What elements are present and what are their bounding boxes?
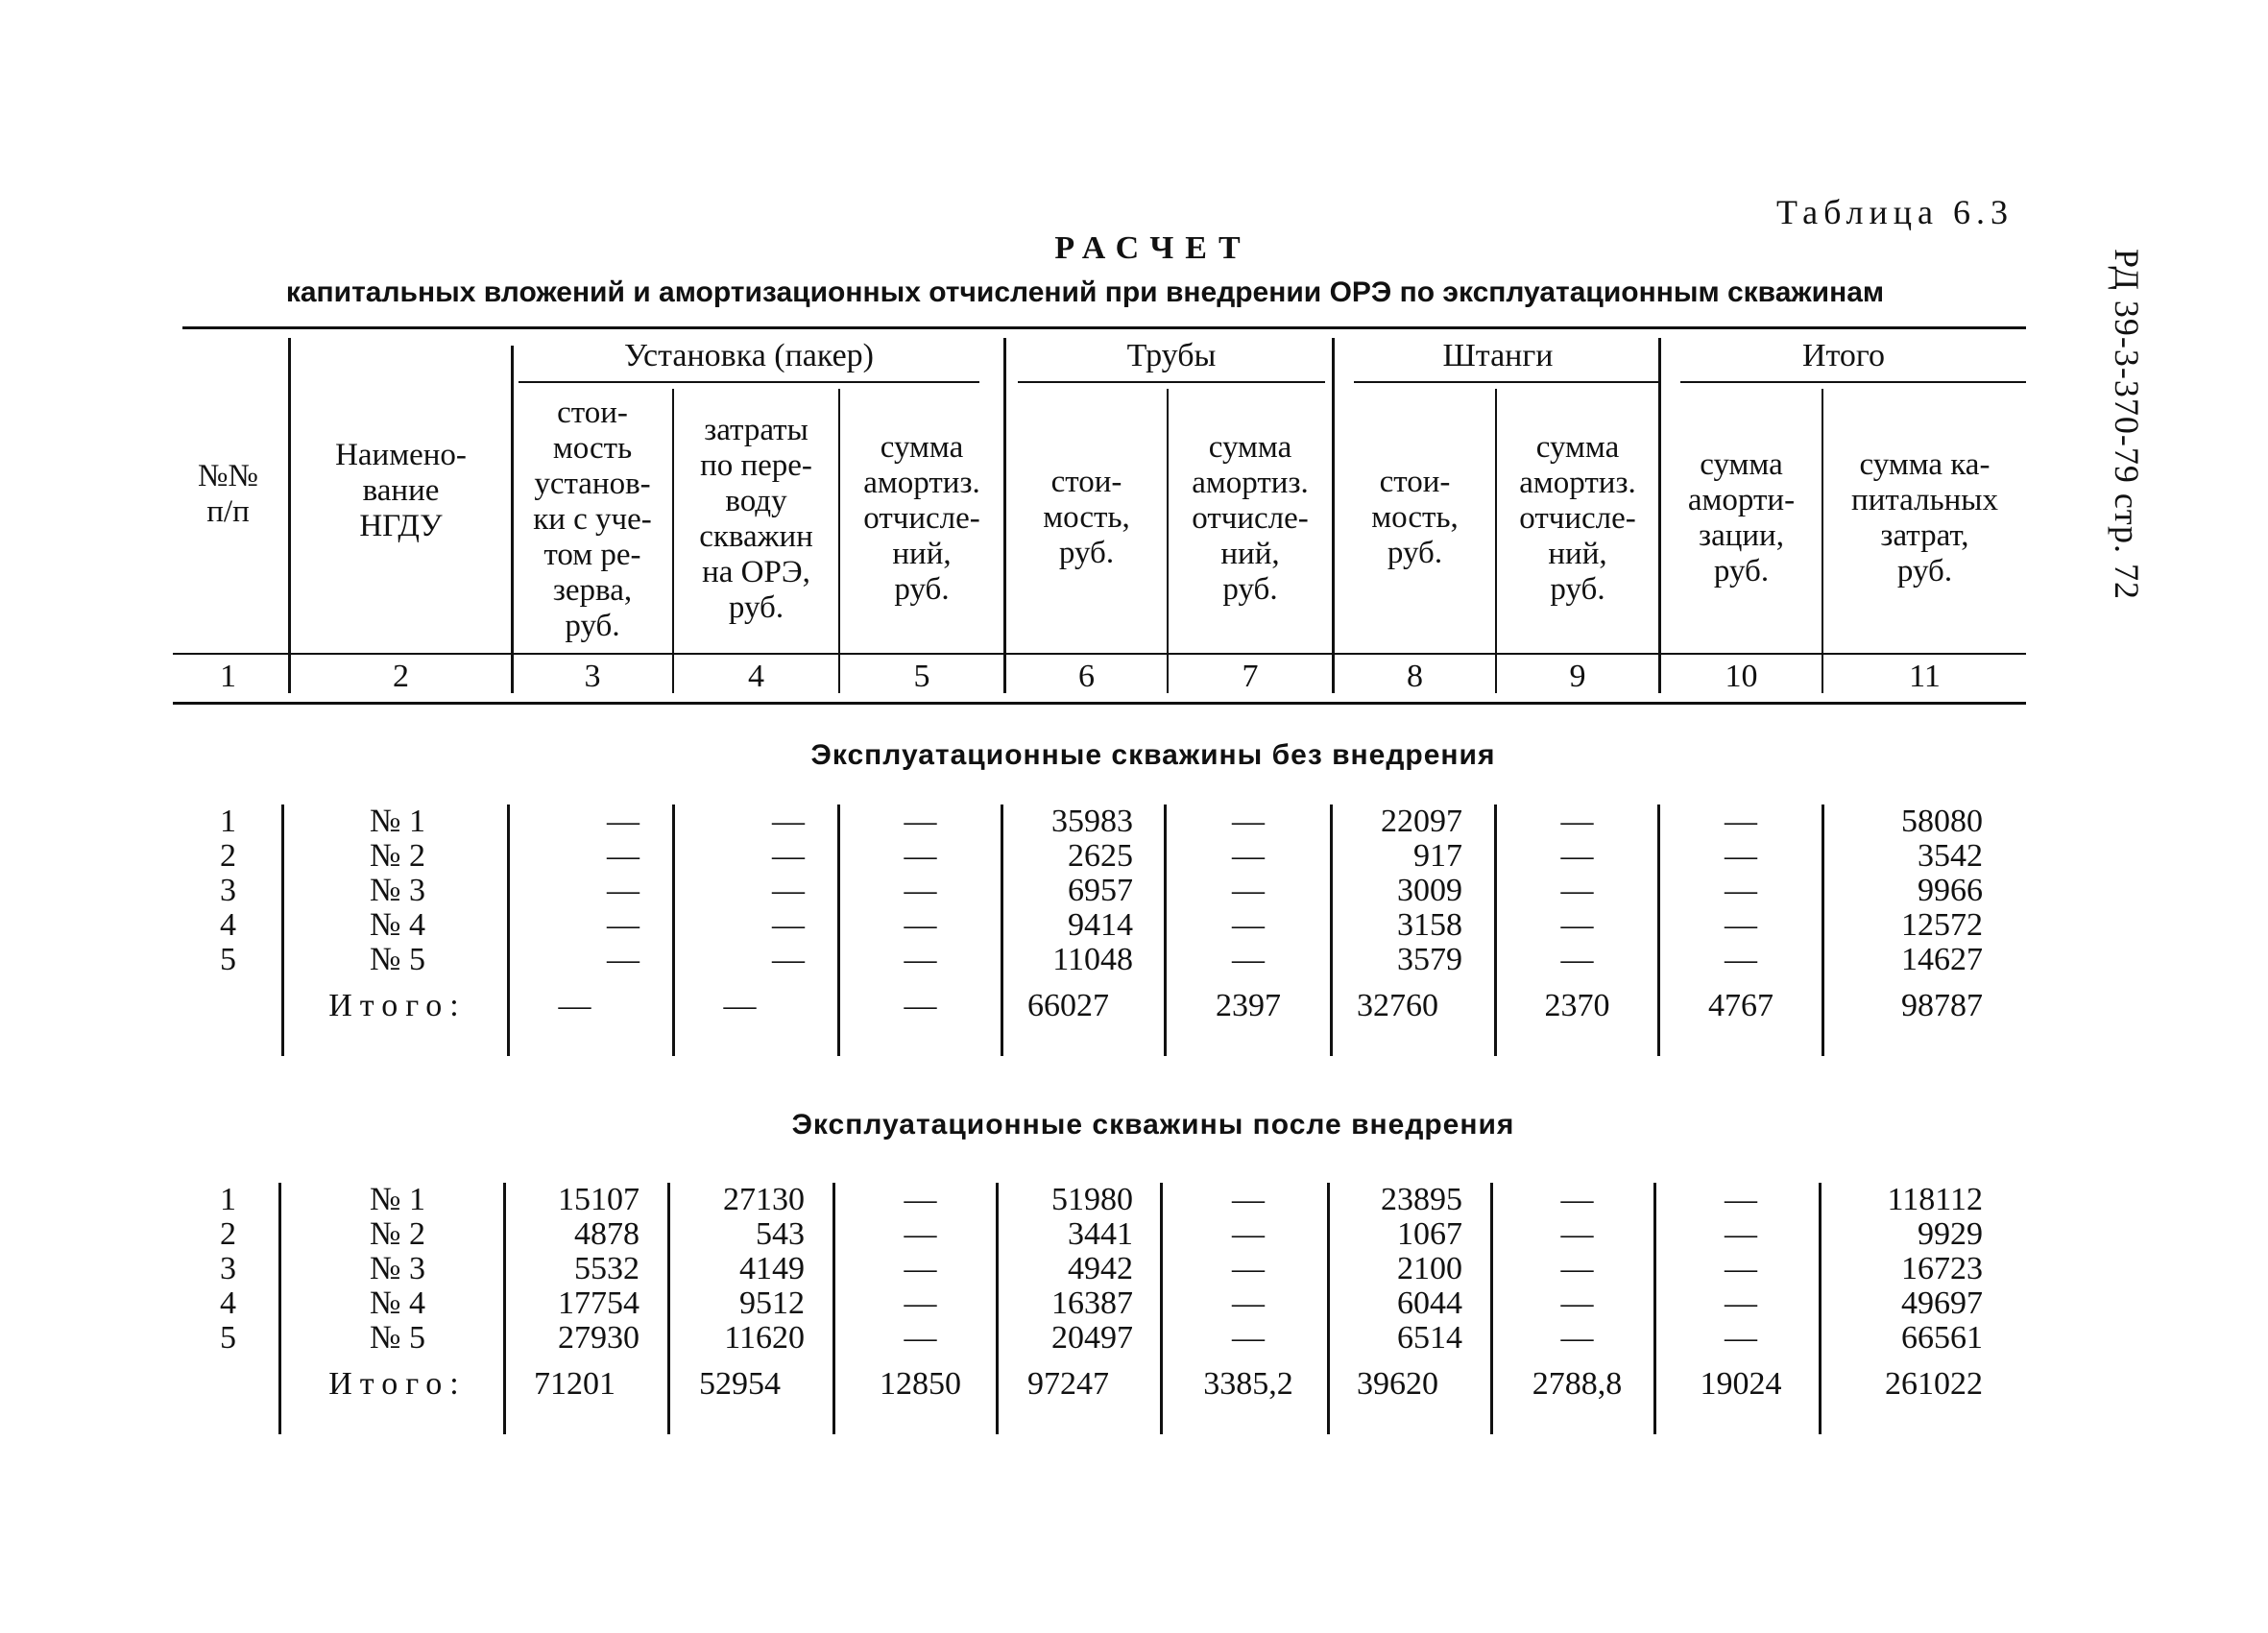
table-cell: —	[1560, 804, 1594, 839]
body-divider	[832, 1183, 835, 1434]
table-cell: —	[1560, 942, 1594, 977]
total-cell: 71201	[534, 1366, 615, 1402]
total-cell: —	[723, 988, 757, 1023]
table-cell: 3542	[1918, 838, 1983, 874]
header-pipes-cost: стои- мость, руб.	[1043, 465, 1130, 570]
total-cell: 3385,2	[1203, 1366, 1293, 1402]
table-cell: —	[607, 907, 639, 943]
table-cell: —	[607, 942, 639, 977]
table-cell: 5	[220, 942, 236, 977]
table-cell: —	[1232, 1182, 1265, 1217]
table-cell: № 2	[370, 1216, 425, 1252]
column-number: 4	[748, 659, 764, 694]
table-cell: —	[904, 838, 937, 874]
table-cell: —	[904, 1182, 937, 1217]
section-title-after: Эксплуатационные скважины после внедрения	[791, 1109, 1515, 1141]
column-number: 11	[1909, 659, 1941, 694]
column-number: 5	[913, 659, 930, 694]
table-cell: —	[1725, 838, 1757, 874]
total-label: Итого:	[328, 1366, 467, 1402]
total-cell: —	[904, 988, 937, 1023]
column-number: 1	[220, 659, 236, 694]
table-cell: —	[1725, 942, 1757, 977]
header-total-capital-costs: сумма ка- питальных затрат, руб.	[1851, 447, 1998, 588]
table-cell: —	[1232, 1216, 1265, 1252]
table-cell: —	[1725, 1251, 1757, 1286]
table-cell: —	[1560, 1251, 1594, 1286]
table-cell: —	[1560, 1216, 1594, 1252]
total-cell: 12850	[880, 1366, 961, 1402]
total-cell: 98787	[1901, 988, 1983, 1023]
column-number: 6	[1078, 659, 1095, 694]
table-cell: 2	[220, 1216, 236, 1252]
column-number: 9	[1569, 659, 1586, 694]
table-cell: 9512	[739, 1285, 805, 1321]
table-cell: —	[607, 838, 639, 874]
table-cell: —	[1560, 1182, 1594, 1217]
total-cell: 66027	[1027, 988, 1109, 1023]
table-cell: —	[1232, 942, 1265, 977]
table-cell: 17754	[558, 1285, 639, 1321]
table-cell: 4878	[574, 1216, 639, 1252]
table-cell: 4	[220, 907, 236, 943]
total-cell: —	[558, 988, 591, 1023]
group-underline-pipes	[1018, 381, 1325, 383]
table-cell: № 3	[370, 873, 425, 908]
table-cell: 5	[220, 1320, 236, 1356]
table-subtitle: капитальных вложений и амортизационных отчислений при внедрении ОРЭ по эксплуатационным скважинам	[285, 276, 1885, 308]
table-cell: —	[1725, 804, 1757, 839]
total-cell: 2370	[1544, 988, 1610, 1023]
table-cell: № 5	[370, 942, 425, 977]
table-cell: 917	[1413, 838, 1462, 874]
table-cell: № 1	[370, 1182, 425, 1217]
table-cell: 2625	[1068, 838, 1133, 874]
table-cell: 16387	[1051, 1285, 1133, 1321]
total-cell: 39620	[1357, 1366, 1438, 1402]
table-cell: 1	[220, 804, 236, 839]
table-cell: 2	[220, 838, 236, 874]
table-cell: —	[772, 873, 805, 908]
table-cell: № 2	[370, 838, 425, 874]
table-cell: 3441	[1068, 1216, 1133, 1252]
table-cell: —	[1560, 1285, 1594, 1321]
table-cell: —	[904, 942, 937, 977]
table-cell: 5532	[574, 1251, 639, 1286]
table-cell: —	[772, 804, 805, 839]
table-cell: 58080	[1901, 804, 1983, 839]
table-cell: 14627	[1901, 942, 1983, 977]
table-cell: —	[772, 907, 805, 943]
group-rods: Штанги	[1442, 338, 1554, 373]
table-cell: —	[607, 804, 639, 839]
table-cell: 4	[220, 1285, 236, 1321]
group-underline-installation	[519, 381, 979, 383]
document-code-text: РД 39-3-370-79 стр. 72	[2108, 249, 2146, 600]
table-cell: 1	[220, 1182, 236, 1217]
table-label: Таблица 6.3	[1776, 193, 2014, 231]
table-cell: 9414	[1068, 907, 1133, 943]
table-cell: —	[1232, 1285, 1265, 1321]
header-installation-amortization: сумма амортиз. отчисле- ний, руб.	[863, 430, 980, 607]
table-cell: —	[904, 873, 937, 908]
table-cell: 6957	[1068, 873, 1133, 908]
table-cell: 6514	[1397, 1320, 1462, 1356]
table-cell: 9929	[1918, 1216, 1983, 1252]
total-cell: 52954	[699, 1366, 781, 1402]
table-cell: —	[1232, 804, 1265, 839]
table-cell: 3579	[1397, 942, 1462, 977]
table-cell: № 4	[370, 907, 425, 943]
table-cell: 12572	[1901, 907, 1983, 943]
table-cell: —	[607, 873, 639, 908]
total-cell: 2397	[1216, 988, 1281, 1023]
header-pipes-amortization: сумма амортиз. отчисле- ний, руб.	[1192, 430, 1309, 607]
header-divider	[288, 338, 291, 693]
header-row-number: №№ п/п	[198, 459, 258, 529]
table-cell: —	[1725, 1320, 1757, 1356]
table-cell: № 3	[370, 1251, 425, 1286]
table-cell: 4149	[739, 1251, 805, 1286]
table-cell: № 1	[370, 804, 425, 839]
table-cell: —	[1232, 1320, 1265, 1356]
table-cell: —	[1560, 1320, 1594, 1356]
table-cell: 66561	[1901, 1320, 1983, 1356]
colnum-bottom-rule	[173, 702, 2026, 705]
table-cell: 35983	[1051, 804, 1133, 839]
table-cell: 11048	[1052, 942, 1133, 977]
table-cell: 3158	[1397, 907, 1462, 943]
table-cell: 3	[220, 1251, 236, 1286]
body-divider	[667, 1183, 670, 1434]
table-cell: 27130	[723, 1182, 805, 1217]
table-cell: —	[1560, 873, 1594, 908]
table-cell: № 4	[370, 1285, 425, 1321]
total-label: Итого:	[328, 988, 467, 1023]
header-ngdu-name: Наимено- вание НГДУ	[335, 438, 467, 543]
body-divider	[1490, 1183, 1493, 1434]
table-cell: —	[772, 838, 805, 874]
header-rods-cost: стои- мость, руб.	[1371, 465, 1459, 570]
total-cell: 32760	[1357, 988, 1438, 1023]
table-cell: 49697	[1901, 1285, 1983, 1321]
table-title: РАСЧЕТ	[1054, 230, 1252, 266]
table-cell: 118112	[1887, 1182, 1983, 1217]
table-cell: —	[1232, 907, 1265, 943]
column-number: 7	[1242, 659, 1259, 694]
total-cell: 261022	[1885, 1366, 1983, 1402]
header-rods-amortization: сумма амортиз. отчисле- ний, руб.	[1519, 430, 1636, 607]
table-cell: —	[904, 907, 937, 943]
table-top-rule	[182, 326, 2026, 329]
header-installation-cost: стои- мость установ- ки с уче- том ре- зерва, руб.	[533, 396, 652, 643]
table-cell: —	[904, 804, 937, 839]
group-underline-total	[1680, 381, 2026, 383]
header-total-amortization: сумма аморти- зации, руб.	[1687, 447, 1796, 588]
table-cell: —	[904, 1320, 937, 1356]
total-cell: 2788,8	[1532, 1366, 1623, 1402]
table-cell: —	[772, 942, 805, 977]
table-cell: 22097	[1381, 804, 1462, 839]
table-cell: 3009	[1397, 873, 1462, 908]
table-cell: —	[1725, 1216, 1757, 1252]
group-installation: Установка (пакер)	[624, 338, 874, 373]
table-cell: —	[1232, 838, 1265, 874]
table-cell: 543	[756, 1216, 805, 1252]
table-cell: 51980	[1051, 1182, 1133, 1217]
table-cell: —	[904, 1216, 937, 1252]
table-cell: 2100	[1397, 1251, 1462, 1286]
table-cell: —	[1725, 1182, 1757, 1217]
total-cell: 4767	[1708, 988, 1773, 1023]
total-cell: 19024	[1700, 1366, 1782, 1402]
table-cell: 3	[220, 873, 236, 908]
table-cell: 16723	[1901, 1251, 1983, 1286]
header-transfer-costs: затраты по пере- воду скважин на ОРЭ, руб.	[699, 413, 813, 625]
group-total: Итого	[1801, 338, 1886, 373]
table-cell: 1067	[1397, 1216, 1462, 1252]
column-number: 3	[584, 659, 601, 694]
table-cell: —	[1725, 907, 1757, 943]
table-cell: —	[1725, 873, 1757, 908]
table-cell: —	[1725, 1285, 1757, 1321]
table-cell: —	[904, 1285, 937, 1321]
group-pipes: Трубы	[1126, 338, 1217, 373]
body-divider	[1160, 1183, 1163, 1434]
table-cell: № 5	[370, 1320, 425, 1356]
table-cell: 4942	[1068, 1251, 1133, 1286]
table-cell: —	[1232, 873, 1265, 908]
header-bottom-rule	[173, 653, 2026, 655]
table-cell: 23895	[1381, 1182, 1462, 1217]
table-cell: 27930	[558, 1320, 639, 1356]
table-cell: 20497	[1051, 1320, 1133, 1356]
column-number: 2	[393, 659, 409, 694]
table-cell: 11620	[724, 1320, 805, 1356]
total-cell: 97247	[1027, 1366, 1109, 1402]
table-cell: —	[1232, 1251, 1265, 1286]
table-cell: 6044	[1397, 1285, 1462, 1321]
group-underline-rods	[1354, 381, 1661, 383]
table-cell: —	[904, 1251, 937, 1286]
section-title-before: Эксплуатационные скважины без внедрения	[810, 739, 1496, 771]
table-cell: —	[1560, 838, 1594, 874]
table-cell: 15107	[558, 1182, 639, 1217]
column-number: 8	[1407, 659, 1423, 694]
table-cell: 9966	[1918, 873, 1983, 908]
document-code	[2045, 204, 2208, 645]
column-number: 10	[1725, 659, 1758, 694]
table-cell: —	[1560, 907, 1594, 943]
